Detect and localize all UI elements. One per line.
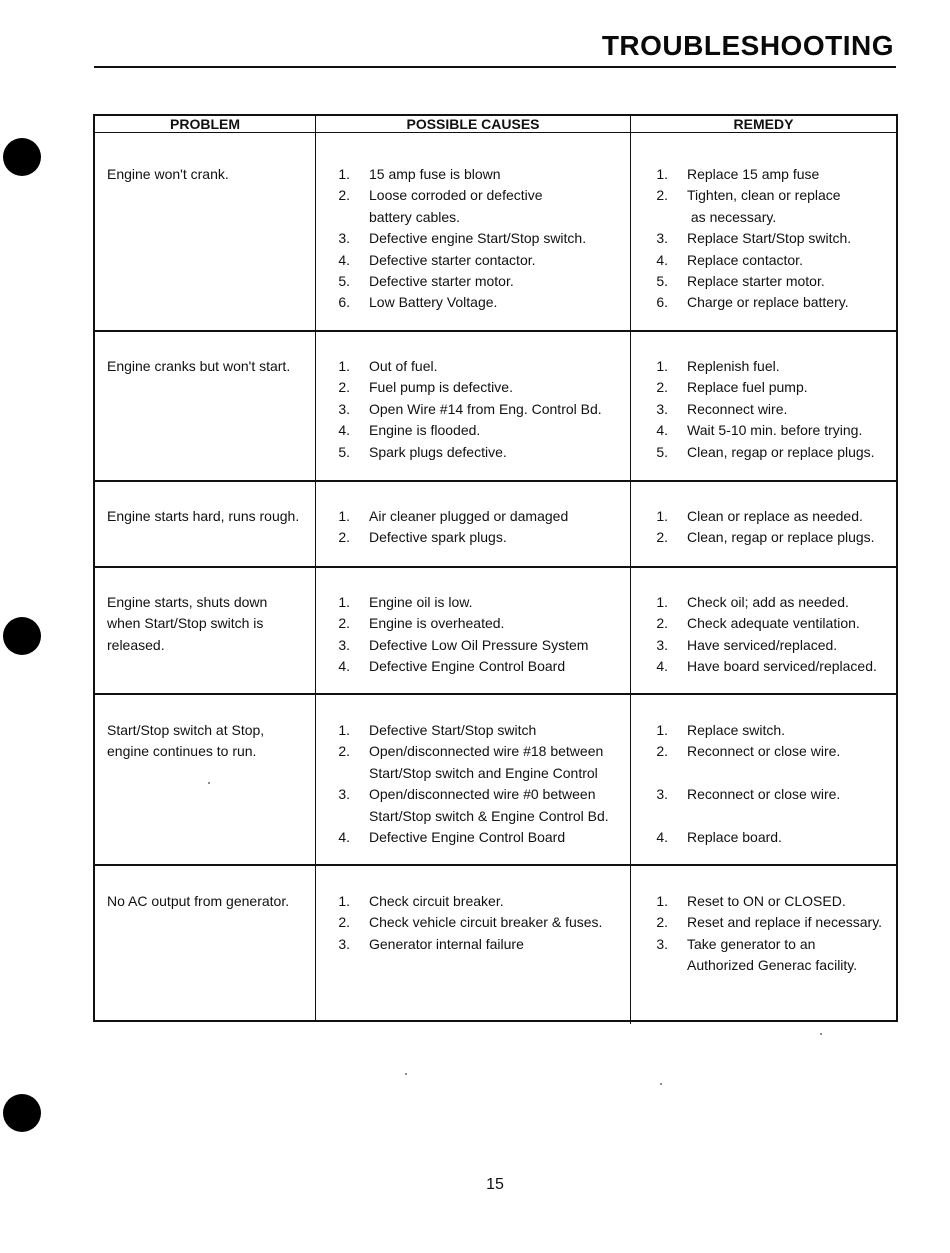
scan-speck xyxy=(660,1083,662,1085)
problem-text: Engine starts hard, runs rough. xyxy=(107,508,300,524)
cause-text: Defective Engine Control Board xyxy=(369,829,566,845)
cause-text: Engine is overheated. xyxy=(369,615,505,632)
remedy-text: Take generator to an xyxy=(687,935,816,952)
cause-text: Start/Stop switch & Engine Control Bd. xyxy=(369,807,609,824)
remedy-number: 2. xyxy=(656,187,668,204)
cause-number: 2. xyxy=(338,187,350,204)
cause-number: 2. xyxy=(338,743,350,760)
cause-number: 4. xyxy=(338,658,350,675)
cause-text: Defective engine Start/Stop switch. xyxy=(369,230,587,247)
title-underline xyxy=(94,66,896,68)
scan-speck xyxy=(820,1033,822,1035)
cause-number: 2. xyxy=(338,379,350,396)
remedy-number: 2. xyxy=(656,379,668,396)
remedy-number: 3. xyxy=(656,230,668,247)
page-title: TROUBLESHOOTING xyxy=(601,30,894,61)
remedy-number: 2. xyxy=(656,529,668,546)
problem-text: engine continues to run. xyxy=(107,743,257,760)
remedy-text: Charge or replace battery. xyxy=(687,294,849,311)
cause-number: 1. xyxy=(338,893,350,909)
remedy-number: 1. xyxy=(656,166,668,182)
cause-number: 4. xyxy=(338,422,350,439)
cause-number: 2. xyxy=(338,615,350,632)
table-right-border xyxy=(896,114,898,1022)
remedy-text: Reconnect or close wire. xyxy=(687,743,841,760)
cause-text: Low Battery Voltage. xyxy=(369,294,498,311)
table-bottom-border xyxy=(93,1020,898,1022)
remedy-number: 4. xyxy=(656,829,668,845)
scan-speck xyxy=(405,1073,407,1075)
remedy-text: Replace fuel pump. xyxy=(687,379,808,396)
column-divider xyxy=(315,114,316,1022)
cause-text: 15 amp fuse is blown xyxy=(369,166,501,182)
remedy-number: 5. xyxy=(656,273,668,289)
remedy-number: 4. xyxy=(656,658,668,675)
row-separator xyxy=(95,566,896,568)
cause-number: 5. xyxy=(338,443,350,460)
cause-text: Start/Stop switch and Engine Control xyxy=(369,764,598,781)
cause-number: 4. xyxy=(338,251,350,268)
header-possible-causes: POSSIBLE CAUSES xyxy=(406,116,540,132)
cause-text: Open/disconnected wire #18 between xyxy=(369,743,604,760)
cause-text: Defective Start/Stop switch xyxy=(369,722,537,738)
cause-number: 2. xyxy=(338,529,350,546)
cause-text: Air cleaner plugged or damaged xyxy=(369,508,569,524)
remedy-text: Replace Start/Stop switch. xyxy=(687,230,852,247)
cause-number: 3. xyxy=(338,230,350,247)
problem-text: Engine cranks but won't start. xyxy=(107,358,291,374)
cause-number: 1. xyxy=(338,166,350,182)
cause-text: Loose corroded or defective xyxy=(369,187,543,204)
cause-text: Check vehicle circuit breaker & fuses. xyxy=(369,914,603,931)
problem-text: when Start/Stop switch is xyxy=(107,615,264,632)
cause-number: 3. xyxy=(338,786,350,803)
cause-text: battery cables. xyxy=(369,208,461,225)
cause-text: Defective spark plugs. xyxy=(369,529,507,546)
remedy-text: Reconnect wire. xyxy=(687,400,788,417)
remedy-text: Reset and replace if necessary. xyxy=(687,914,883,931)
problem-text: Engine starts, shuts down xyxy=(107,594,268,610)
remedy-text: Clean or replace as needed. xyxy=(687,508,863,524)
remedy-number: 3. xyxy=(656,786,668,803)
remedy-number: 3. xyxy=(656,400,668,417)
cause-text: Fuel pump is defective. xyxy=(369,379,513,396)
remedy-text: Reconnect or close wire. xyxy=(687,786,841,803)
remedy-number: 1. xyxy=(656,358,668,374)
remedy-number: 2. xyxy=(656,914,668,931)
problem-text: No AC output from generator. xyxy=(107,893,290,909)
remedy-number: 1. xyxy=(656,594,668,610)
cause-text: Open/disconnected wire #0 between xyxy=(369,786,596,803)
header-bottom-border xyxy=(93,132,898,133)
remedy-number: 5. xyxy=(656,443,668,460)
cause-text: Out of fuel. xyxy=(369,358,438,374)
cause-number: 2. xyxy=(338,914,350,931)
remedy-number: 6. xyxy=(656,294,668,311)
cause-number: 4. xyxy=(338,829,350,845)
remedy-number: 4. xyxy=(656,251,668,268)
remedy-text: as necessary. xyxy=(687,208,777,225)
remedy-text: Wait 5-10 min. before trying. xyxy=(687,422,863,439)
row-separator xyxy=(95,864,896,866)
cause-number: 3. xyxy=(338,636,350,653)
cause-text: Engine is flooded. xyxy=(369,422,481,439)
remedy-text: Reset to ON or CLOSED. xyxy=(687,893,846,909)
remedy-text: Tighten, clean or replace xyxy=(687,187,841,204)
remedy-number: 3. xyxy=(656,935,668,952)
cause-text: Defective starter motor. xyxy=(369,273,514,289)
header-remedy: REMEDY xyxy=(733,116,794,132)
binder-hole xyxy=(3,1094,41,1132)
row-separator xyxy=(95,480,896,482)
cause-number: 3. xyxy=(338,400,350,417)
remedy-text: Check adequate ventilation. xyxy=(687,615,860,632)
scan-speck xyxy=(208,782,210,784)
remedy-text: Check oil; add as needed. xyxy=(687,594,849,610)
remedy-text: Authorized Generac facility. xyxy=(687,957,858,974)
remedy-text: Replenish fuel. xyxy=(687,358,780,374)
remedy-number: 4. xyxy=(656,422,668,439)
cause-number: 3. xyxy=(338,935,350,952)
problem-text: released. xyxy=(107,636,165,653)
cause-number: 1. xyxy=(338,508,350,524)
cause-number: 5. xyxy=(338,273,350,289)
table-left-border xyxy=(93,114,95,1022)
remedy-text: Replace 15 amp fuse xyxy=(687,166,820,182)
cause-number: 6. xyxy=(338,294,350,311)
header-problem: PROBLEM xyxy=(170,116,240,132)
remedy-number: 1. xyxy=(656,508,668,524)
problem-text: Engine won't crank. xyxy=(107,166,229,182)
cause-text: Defective Engine Control Board xyxy=(369,658,566,675)
cause-text: Open Wire #14 from Eng. Control Bd. xyxy=(369,400,602,417)
cause-number: 1. xyxy=(338,358,350,374)
binder-hole xyxy=(3,138,41,176)
cause-text: Check circuit breaker. xyxy=(369,893,504,909)
remedy-number: 1. xyxy=(656,893,668,909)
cause-text: Engine oil is low. xyxy=(369,594,473,610)
cause-text: Defective Low Oil Pressure System xyxy=(369,636,589,653)
cause-number: 1. xyxy=(338,722,350,738)
cause-text: Spark plugs defective. xyxy=(369,443,507,460)
problem-text: Start/Stop switch at Stop, xyxy=(107,722,265,738)
remedy-text: Replace switch. xyxy=(687,722,786,738)
remedy-number: 2. xyxy=(656,615,668,632)
remedy-text: Clean, regap or replace plugs. xyxy=(687,443,875,460)
remedy-number: 3. xyxy=(656,636,668,653)
cause-text: Generator internal failure xyxy=(369,935,524,952)
remedy-number: 2. xyxy=(656,743,668,760)
cause-number: 1. xyxy=(338,594,350,610)
remedy-text: Replace board. xyxy=(687,829,782,845)
row-separator xyxy=(95,693,896,695)
remedy-text: Clean, regap or replace plugs. xyxy=(687,529,875,546)
binder-hole xyxy=(3,617,41,655)
remedy-text: Replace starter motor. xyxy=(687,273,825,289)
remedy-text: Have serviced/replaced. xyxy=(687,636,838,653)
remedy-number: 1. xyxy=(656,722,668,738)
column-divider xyxy=(630,114,631,1024)
row-separator xyxy=(95,330,896,332)
page-number: 15 xyxy=(486,1176,504,1193)
remedy-text: Replace contactor. xyxy=(687,251,803,268)
cause-text: Defective starter contactor. xyxy=(369,251,536,268)
remedy-text: Have board serviced/replaced. xyxy=(687,658,877,675)
